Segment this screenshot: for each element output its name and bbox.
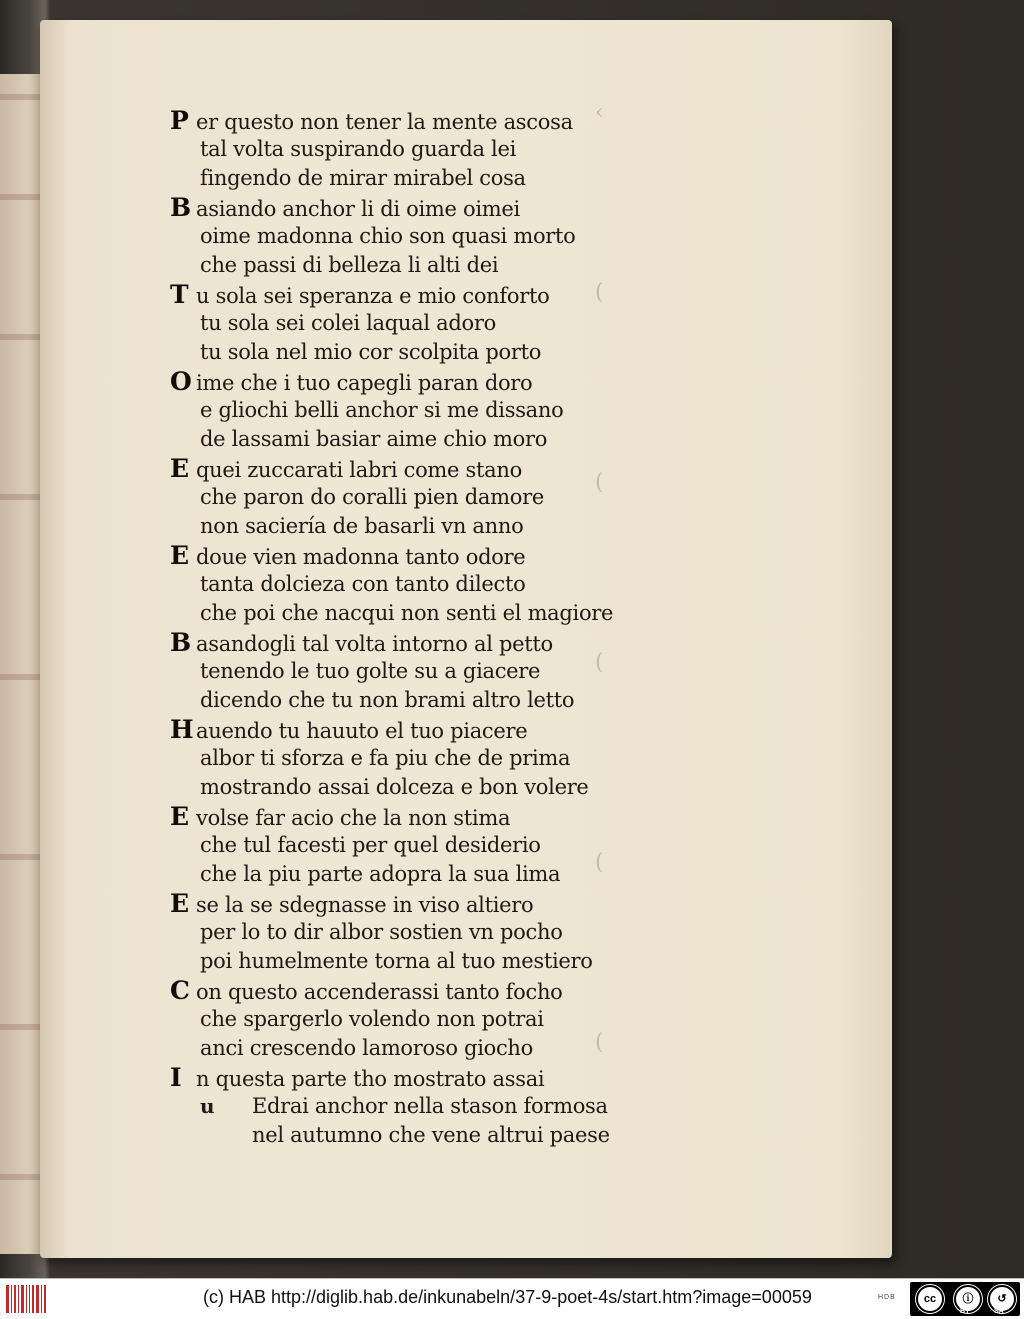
line-text: se la se sdegnasse in viso altiero [196,893,534,917]
line-text: che passi di belleza li alti dei [200,253,499,277]
text-line [170,715,640,744]
text-line [170,744,640,773]
text-line [170,802,640,831]
text-line [170,1092,640,1121]
line-text: dicendo che tu non brami altro letto [200,688,575,712]
line-text: tenendo le tuo golte su a giacere [200,659,541,683]
line-text: auendo tu hauuto el tuo piacere [196,719,528,743]
by-label: BY [960,1308,970,1315]
initial-letter: E [170,541,189,570]
line-text: volse far acio che la non stima [196,806,511,830]
text-line [170,309,640,338]
text-line [170,280,640,309]
footer-bar [0,1278,1024,1319]
text-line [170,425,640,454]
logo-bar [11,1285,12,1313]
line-text: nel autumno che vene altrui paese [252,1123,610,1147]
line-text: de lassami basiar aime chio moro [200,427,548,451]
text-line [170,512,640,541]
text-line [170,1063,640,1092]
text-line [170,1034,640,1063]
text-line [170,367,640,396]
text-line [170,222,640,251]
text-line [170,541,640,570]
sa-icon: ↺ [988,1285,1016,1313]
line-text: tu sola sei colei laqual adoro [200,311,496,335]
initial-letter: B [170,628,191,657]
logo-bar [41,1285,42,1313]
line-text: asandogli tal volta intorno al petto [196,632,553,656]
line-text: mostrando assai dolceza e bon volere [200,775,589,799]
initial-letter: E [170,889,189,918]
initial-letter: E [170,454,189,483]
text-line [170,831,640,860]
line-text: che tul facesti per quel desiderio [200,833,541,857]
initial-letter: C [170,976,190,1005]
logo-bar [14,1285,16,1313]
text-line [170,918,640,947]
sa-label: SA [994,1308,1004,1315]
text-line [170,1121,640,1150]
logo-bar [6,1285,9,1313]
text-line [170,483,640,512]
text-line [170,599,640,628]
text-line [170,135,640,164]
cc-icon: cc [916,1285,944,1313]
line-text: quei zuccarati labri come stano [196,458,522,482]
line-text: doue vien madonna tanto odore [196,545,526,569]
initial-letter: H [170,715,194,744]
line-text: albor ti sforza e fa piu che de prima [200,746,571,770]
line-text: che poi che nacqui non senti el magiore [200,601,614,625]
line-text: fingendo de mirar mirabel cosa [200,166,526,190]
by-icon: ⓘ [954,1285,982,1313]
line-text: che paron do coralli pien damore [200,485,544,509]
line-text: er questo non tener la mente ascosa [196,110,573,134]
text-line [170,947,640,976]
text-line [170,1005,640,1034]
hab-logo-icon [6,1285,46,1313]
text-line [170,657,640,686]
text-line [170,976,640,1005]
initial-letter: E [170,802,189,831]
text-line [170,251,640,280]
initial-letter: I [170,1063,182,1092]
text-line [170,686,640,715]
logo-bar [44,1285,46,1313]
line-text: e gliochi belli anchor si me dissano [200,398,564,422]
line-text: Edrai anchor nella stason formosa [252,1094,608,1118]
line-text: tal volta suspirando guarda lei [200,137,517,161]
text-line [170,164,640,193]
line-text: che la piu parte adopra la sua lima [200,862,561,886]
line-text: ime che i tuo capegli paran doro [196,371,533,395]
text-line [170,396,640,425]
line-text: che spargerlo volendo non potrai [200,1007,544,1031]
signature-mark: u [200,1094,215,1118]
line-text: n questa parte tho mostrato assai [196,1067,545,1091]
logo-bar [32,1285,34,1313]
logo-bar [36,1285,39,1313]
text-line [170,773,640,802]
text-line [170,106,640,135]
text-line [170,889,640,918]
line-text: u sola sei speranza e mio conforto [196,284,550,308]
show-through-marks: ‹ ( ( ( ( ( [595,100,604,1055]
line-text: per lo to dir albor sostien vn pocho [200,920,563,944]
line-text: on questo accenderassi tanto focho [196,980,563,1004]
line-text: non saciería de basarli vn anno [200,514,524,538]
line-text: poi humelmente torna al tuo mestiero [200,949,593,973]
initial-letter: O [170,367,192,396]
logo-bar [26,1285,28,1313]
initial-letter: P [170,106,189,135]
text-line [170,193,640,222]
initial-letter: T [170,280,189,309]
initial-letter: B [170,193,191,222]
copyright-text[interactable]: (c) HAB http://diglib.hab.de/inkunabeln/37-9-poet-4s/start.htm?image=00059 [203,1287,812,1307]
text-line [170,338,640,367]
line-text: oime madonna chio son quasi morto [200,224,576,248]
small-mark: HDB [878,1294,896,1301]
text-line [170,454,640,483]
text-line [170,628,640,657]
text-line [170,570,640,599]
text-line [170,860,640,889]
logo-bar [21,1285,24,1313]
logo-bar [18,1285,19,1313]
line-text: tu sola nel mio cor scolpita porto [200,340,542,364]
line-text: asiando anchor li di oime oimei [196,197,520,221]
cc-license-badge[interactable] [910,1282,1020,1316]
line-text: tanta dolcieza con tanto dilecto [200,572,526,596]
document-page [40,20,892,1258]
logo-bar [29,1285,30,1313]
poem-text-block [170,106,640,1150]
line-text: anci crescendo lamoroso giocho [200,1036,533,1060]
